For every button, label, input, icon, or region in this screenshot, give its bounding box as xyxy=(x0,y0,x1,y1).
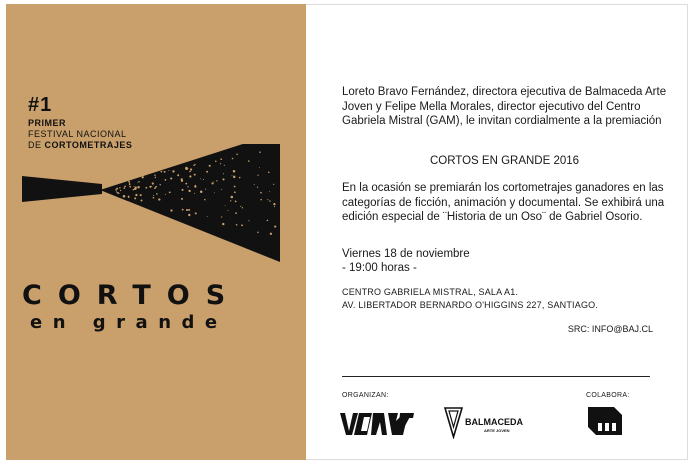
beam-speck xyxy=(181,180,183,182)
event-description: En la ocasión se premiarán los cortometrajes ganadores en las categorías de ficción, animación y documental. Se exhibirá una edición especial de ¨Historia de un Oso¨ de Gabriel Osorio. xyxy=(342,182,665,223)
beam-speck xyxy=(234,191,236,193)
beam-speck xyxy=(259,167,260,168)
beam-speck xyxy=(267,199,268,200)
beam-speck xyxy=(211,182,213,184)
beam-speck xyxy=(138,181,139,182)
beam-speck xyxy=(273,203,275,205)
beam-speck xyxy=(153,195,154,196)
beam-speck xyxy=(209,165,211,167)
beam-speck xyxy=(158,198,160,200)
beam-speck xyxy=(189,175,191,177)
beam-speck xyxy=(242,207,243,208)
beam-speck xyxy=(200,190,203,193)
beam-speck xyxy=(257,187,258,188)
festival-line-primer: PRIMER xyxy=(28,118,67,128)
beam-speck xyxy=(216,180,217,181)
beam-speck xyxy=(124,185,126,187)
beam-speck xyxy=(170,177,172,179)
beam-speck xyxy=(260,192,262,194)
balmaceda-logo-text: BALMACEDA xyxy=(465,417,523,427)
beam-speck xyxy=(222,223,224,225)
beam-speck xyxy=(257,232,258,233)
beam-speck xyxy=(220,163,221,164)
poster-title: CORTOS xyxy=(22,280,242,311)
beam-speck xyxy=(248,220,249,221)
beam-speck xyxy=(254,184,255,185)
beam-speck xyxy=(189,209,190,210)
beam-speck xyxy=(270,233,272,235)
beam-speck xyxy=(269,200,270,201)
beam-speck xyxy=(233,170,236,173)
beam-speck xyxy=(214,192,215,193)
beam-speck xyxy=(149,186,151,188)
beam-speck xyxy=(195,212,197,214)
colabora-label: COLABORA: xyxy=(586,392,630,399)
beam-speck xyxy=(165,179,167,181)
beam-speck xyxy=(142,176,144,178)
poster-subtitle: en grande xyxy=(30,312,228,333)
beam-speck xyxy=(235,212,237,214)
beam-speck xyxy=(129,184,130,185)
beam-speck xyxy=(155,186,157,188)
balmaceda-logo-subtext: ARTE JOVEN xyxy=(484,428,510,433)
beam-speck xyxy=(154,187,156,189)
beam-speck xyxy=(239,177,240,178)
beam-speck xyxy=(269,191,270,192)
beam-speck xyxy=(119,187,120,188)
beam-speck xyxy=(221,189,222,190)
beam-speck xyxy=(135,194,137,196)
beam-speck xyxy=(206,171,208,173)
beam-speck xyxy=(232,175,233,176)
beam-speck xyxy=(172,170,174,172)
beam-speck xyxy=(194,174,196,176)
beam-speck xyxy=(185,167,188,170)
beam-speck xyxy=(181,189,183,191)
beam-speck xyxy=(181,198,183,200)
beam-speck xyxy=(170,209,172,211)
beam-speck xyxy=(152,182,154,184)
venue-address: AV. LIBERTADOR BERNARDO O'HIGGINS 227, SANTIAGO. xyxy=(342,300,599,310)
beam-speck xyxy=(204,199,206,201)
beam-speck xyxy=(134,186,135,187)
festival-line-nacional: FESTIVAL NACIONAL xyxy=(28,129,127,139)
beam-speck xyxy=(190,168,192,170)
beam-speck xyxy=(274,206,275,207)
beam-speck xyxy=(188,190,190,192)
beam-speck xyxy=(161,171,163,173)
beam-speck xyxy=(268,172,270,174)
beam-speck xyxy=(123,187,125,189)
beam-speck xyxy=(155,177,156,178)
beam-speck xyxy=(123,195,126,198)
festival-number: #1 xyxy=(28,94,53,116)
rsvp-contact: SRC: INFO@BAJ.CL xyxy=(567,324,653,334)
projector-beam-graphic xyxy=(6,144,306,274)
beam-speck xyxy=(233,176,235,178)
beam-speck xyxy=(120,190,121,191)
beam-speck xyxy=(140,194,142,196)
invitation-panel xyxy=(306,4,688,460)
beam-speck xyxy=(248,161,249,162)
beam-speck xyxy=(169,191,171,193)
event-time: - 19:00 horas - xyxy=(342,262,417,274)
beam-speck xyxy=(186,209,188,211)
beam-speck xyxy=(194,193,195,194)
intro-text: Loreto Bravo Fernández, directora ejecutiva de Balmaceda Arte Joven y Felipe Mella Morales, director ejecutivo del Centro Gabriela Mistral (GAM), le invitan cordialmente a la premiación xyxy=(342,86,667,127)
beam-speck xyxy=(115,189,117,191)
beam-speck xyxy=(222,178,224,180)
beam-speck xyxy=(228,210,229,211)
beam-speck xyxy=(223,173,224,174)
beam-speck xyxy=(273,184,274,185)
beam-speck xyxy=(182,209,184,211)
beam-speck xyxy=(236,224,238,226)
beam-speck xyxy=(257,175,258,176)
beam-speck xyxy=(177,174,179,176)
beam-speck xyxy=(141,200,143,202)
beam-speck xyxy=(156,193,158,195)
beam-speck xyxy=(205,189,206,190)
beam-speck xyxy=(221,216,222,217)
beam-speck xyxy=(236,154,238,156)
beam-speck xyxy=(153,197,154,198)
beam-speck xyxy=(260,199,262,201)
poster-panel xyxy=(6,4,306,460)
organizan-label: ORGANIZAN: xyxy=(342,392,389,399)
beam-speck xyxy=(160,184,161,185)
beam-speck xyxy=(118,192,120,194)
beam-speck xyxy=(151,186,152,187)
beam-speck xyxy=(164,171,166,173)
beam-speck xyxy=(137,186,139,188)
beam-speck xyxy=(134,197,136,199)
beam-speck xyxy=(259,151,261,153)
beam-speck xyxy=(168,170,169,171)
venue-name: CENTRO GABRIELA MISTRAL, SALA A1. xyxy=(342,287,519,297)
event-date: Viernes 18 de noviembre xyxy=(342,248,470,260)
beam-speck xyxy=(240,206,241,207)
beam-speck xyxy=(203,179,204,180)
beam-speck xyxy=(235,201,237,203)
beam-speck xyxy=(165,194,166,195)
beam-speck xyxy=(138,182,139,183)
beam-speck xyxy=(231,196,234,199)
beam-speck xyxy=(193,165,194,166)
beam-speck xyxy=(189,171,191,173)
beam-speck xyxy=(116,191,117,192)
beam-speck xyxy=(213,182,214,183)
gam-logo xyxy=(340,409,414,435)
event-name: CORTOS EN GRANDE 2016 xyxy=(429,155,580,167)
beam-speck xyxy=(145,187,147,189)
beam-speck xyxy=(274,226,276,228)
beam-speck xyxy=(241,224,243,226)
projector-right-beam xyxy=(100,144,280,262)
beam-speck xyxy=(220,158,222,160)
beam-speck xyxy=(215,160,217,162)
festival-line-cortometrajes: DE CORTOMETRAJES xyxy=(28,140,133,150)
beam-speck xyxy=(187,186,188,187)
beam-speck xyxy=(230,200,231,201)
beam-speck xyxy=(185,183,187,185)
beam-speck xyxy=(207,216,208,217)
collaborator-logo xyxy=(586,405,624,437)
beam-speck xyxy=(225,205,226,206)
beam-speck xyxy=(234,186,236,188)
beam-speck xyxy=(200,178,201,179)
beam-speck xyxy=(135,186,137,188)
beam-speck xyxy=(130,187,131,188)
beam-speck xyxy=(267,220,269,222)
balmaceda-logo xyxy=(444,407,530,439)
beam-speck xyxy=(232,158,234,160)
beam-speck xyxy=(188,214,190,216)
beam-speck xyxy=(129,182,130,183)
projector-left-beam xyxy=(22,176,102,202)
footer-divider xyxy=(342,376,650,377)
beam-speck xyxy=(128,197,129,198)
beam-speck xyxy=(154,174,155,175)
beam-speck xyxy=(224,165,225,166)
beam-speck xyxy=(195,186,197,188)
beam-speck xyxy=(133,189,135,191)
